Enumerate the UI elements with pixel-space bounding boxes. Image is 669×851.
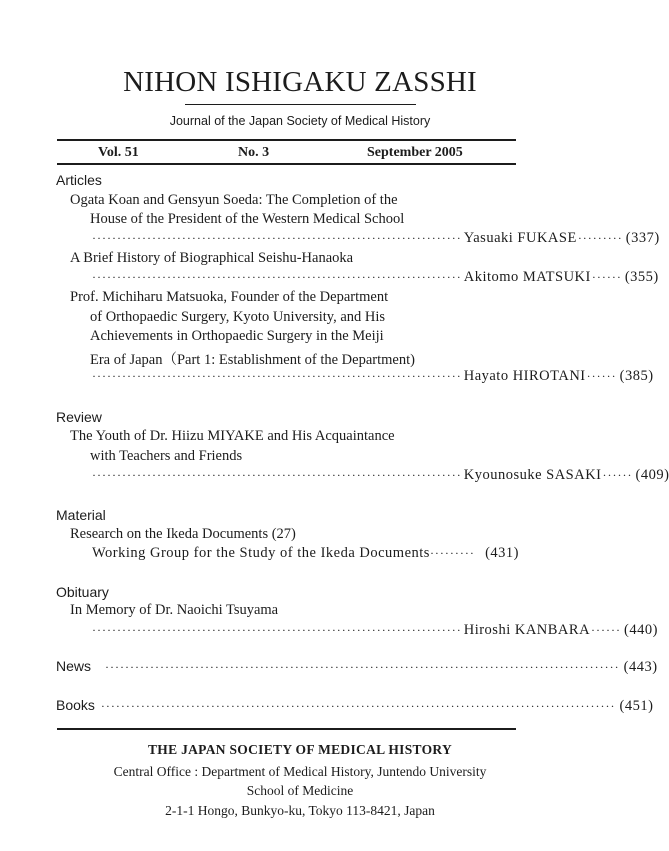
article-title-line: with Teachers and Friends xyxy=(90,448,243,464)
issue-date-label: September 2005 xyxy=(367,145,463,160)
dot-leader: ······································································································· xyxy=(105,660,620,674)
dot-leader: ········· xyxy=(577,231,623,245)
author-name: Kyounosuke SASAKI xyxy=(463,467,602,483)
page-number: (451) xyxy=(619,698,654,714)
dot-leader: ·········································································· xyxy=(92,270,462,284)
author-name: Hayato HIROTANI xyxy=(463,368,586,384)
dot-leader: ········· xyxy=(429,546,475,560)
issue-bottom-rule xyxy=(57,163,516,165)
footer-top-rule xyxy=(57,728,516,730)
issue-number-label: No. 3 xyxy=(238,145,270,160)
section-heading-obituary: Obituary xyxy=(56,584,109,600)
toc-entry-leader xyxy=(92,269,659,286)
page-number: (409) xyxy=(635,467,669,483)
article-title-line: Era of Japan（Part 1: Establishment of the Department) xyxy=(90,352,415,368)
section-heading-books: Books xyxy=(56,697,95,713)
article-title-line: In Memory of Dr. Naoichi Tsuyama xyxy=(70,602,279,618)
article-title-line: Ogata Koan and Gensyun Soeda: The Completion of the xyxy=(70,192,398,208)
section-heading-articles: Articles xyxy=(56,172,102,188)
author-name: Yasuaki FUKASE xyxy=(463,230,577,246)
journal-subtitle: Journal of the Japan Society of Medical History xyxy=(169,114,431,128)
dot-leader: ······································································································· xyxy=(100,699,616,713)
dot-leader: ·········································································· xyxy=(92,231,462,245)
author-name: Working Group for the Study of the Ikeda Documents xyxy=(92,545,430,561)
dot-leader: ······ xyxy=(591,623,622,637)
page-number: (443) xyxy=(623,659,658,675)
society-name: THE JAPAN SOCIETY OF MEDICAL HISTORY xyxy=(148,742,452,757)
author-name: Akitomo MATSUKI xyxy=(463,269,591,285)
toc-entry-leader xyxy=(92,467,669,484)
office-address-line: School of Medicine xyxy=(246,783,354,798)
toc-entry-news xyxy=(56,658,658,676)
toc-entry-leader xyxy=(92,622,658,639)
title-divider xyxy=(185,104,416,105)
toc-entry-leader xyxy=(92,545,519,562)
journal-title: NIHON ISHIGAKU ZASSHI xyxy=(123,66,477,98)
issue-top-rule xyxy=(57,139,516,141)
page-number: (385) xyxy=(619,368,654,384)
dot-leader: ······ xyxy=(586,369,617,383)
page-number: (431) xyxy=(485,545,519,561)
page-number: (355) xyxy=(624,269,659,285)
volume-label: Vol. 51 xyxy=(98,145,139,160)
dot-leader: ·········································································· xyxy=(92,468,462,482)
page-number: (337) xyxy=(625,230,660,246)
article-title-line: of Orthopaedic Surgery, Kyoto University, and His xyxy=(90,309,386,325)
article-title-line: Prof. Michiharu Matsuoka, Founder of the Department xyxy=(70,289,389,305)
article-title-line: A Brief History of Biographical Seishu-Hanaoka xyxy=(70,250,354,266)
dot-leader: ······ xyxy=(602,468,633,482)
article-title-line: House of the President of the Western Medical School xyxy=(90,211,405,227)
article-title-line: Research on the Ikeda Documents (27) xyxy=(70,526,296,542)
section-heading-material: Material xyxy=(56,507,106,523)
office-address-line: Central Office : Department of Medical History, Juntendo University xyxy=(113,764,487,779)
section-heading-review: Review xyxy=(56,409,102,425)
dot-leader: ······ xyxy=(591,270,622,284)
dot-leader: ·········································································· xyxy=(92,623,462,637)
author-name: Hiroshi KANBARA xyxy=(463,622,591,638)
toc-entry-leader xyxy=(92,230,660,247)
article-title-line: Achievements in Orthopaedic Surgery in the Meiji xyxy=(90,328,384,344)
section-heading-news: News xyxy=(56,658,92,674)
toc-entry-books xyxy=(56,697,654,715)
article-title-line: The Youth of Dr. Hiizu MIYAKE and His Acquaintance xyxy=(70,428,395,444)
postal-address: 2-1-1 Hongo, Bunkyo-ku, Tokyo 113-8421, Japan xyxy=(165,803,435,818)
page-number: (440) xyxy=(624,622,658,638)
dot-leader: ·········································································· xyxy=(92,369,462,383)
toc-entry-leader xyxy=(92,368,654,385)
